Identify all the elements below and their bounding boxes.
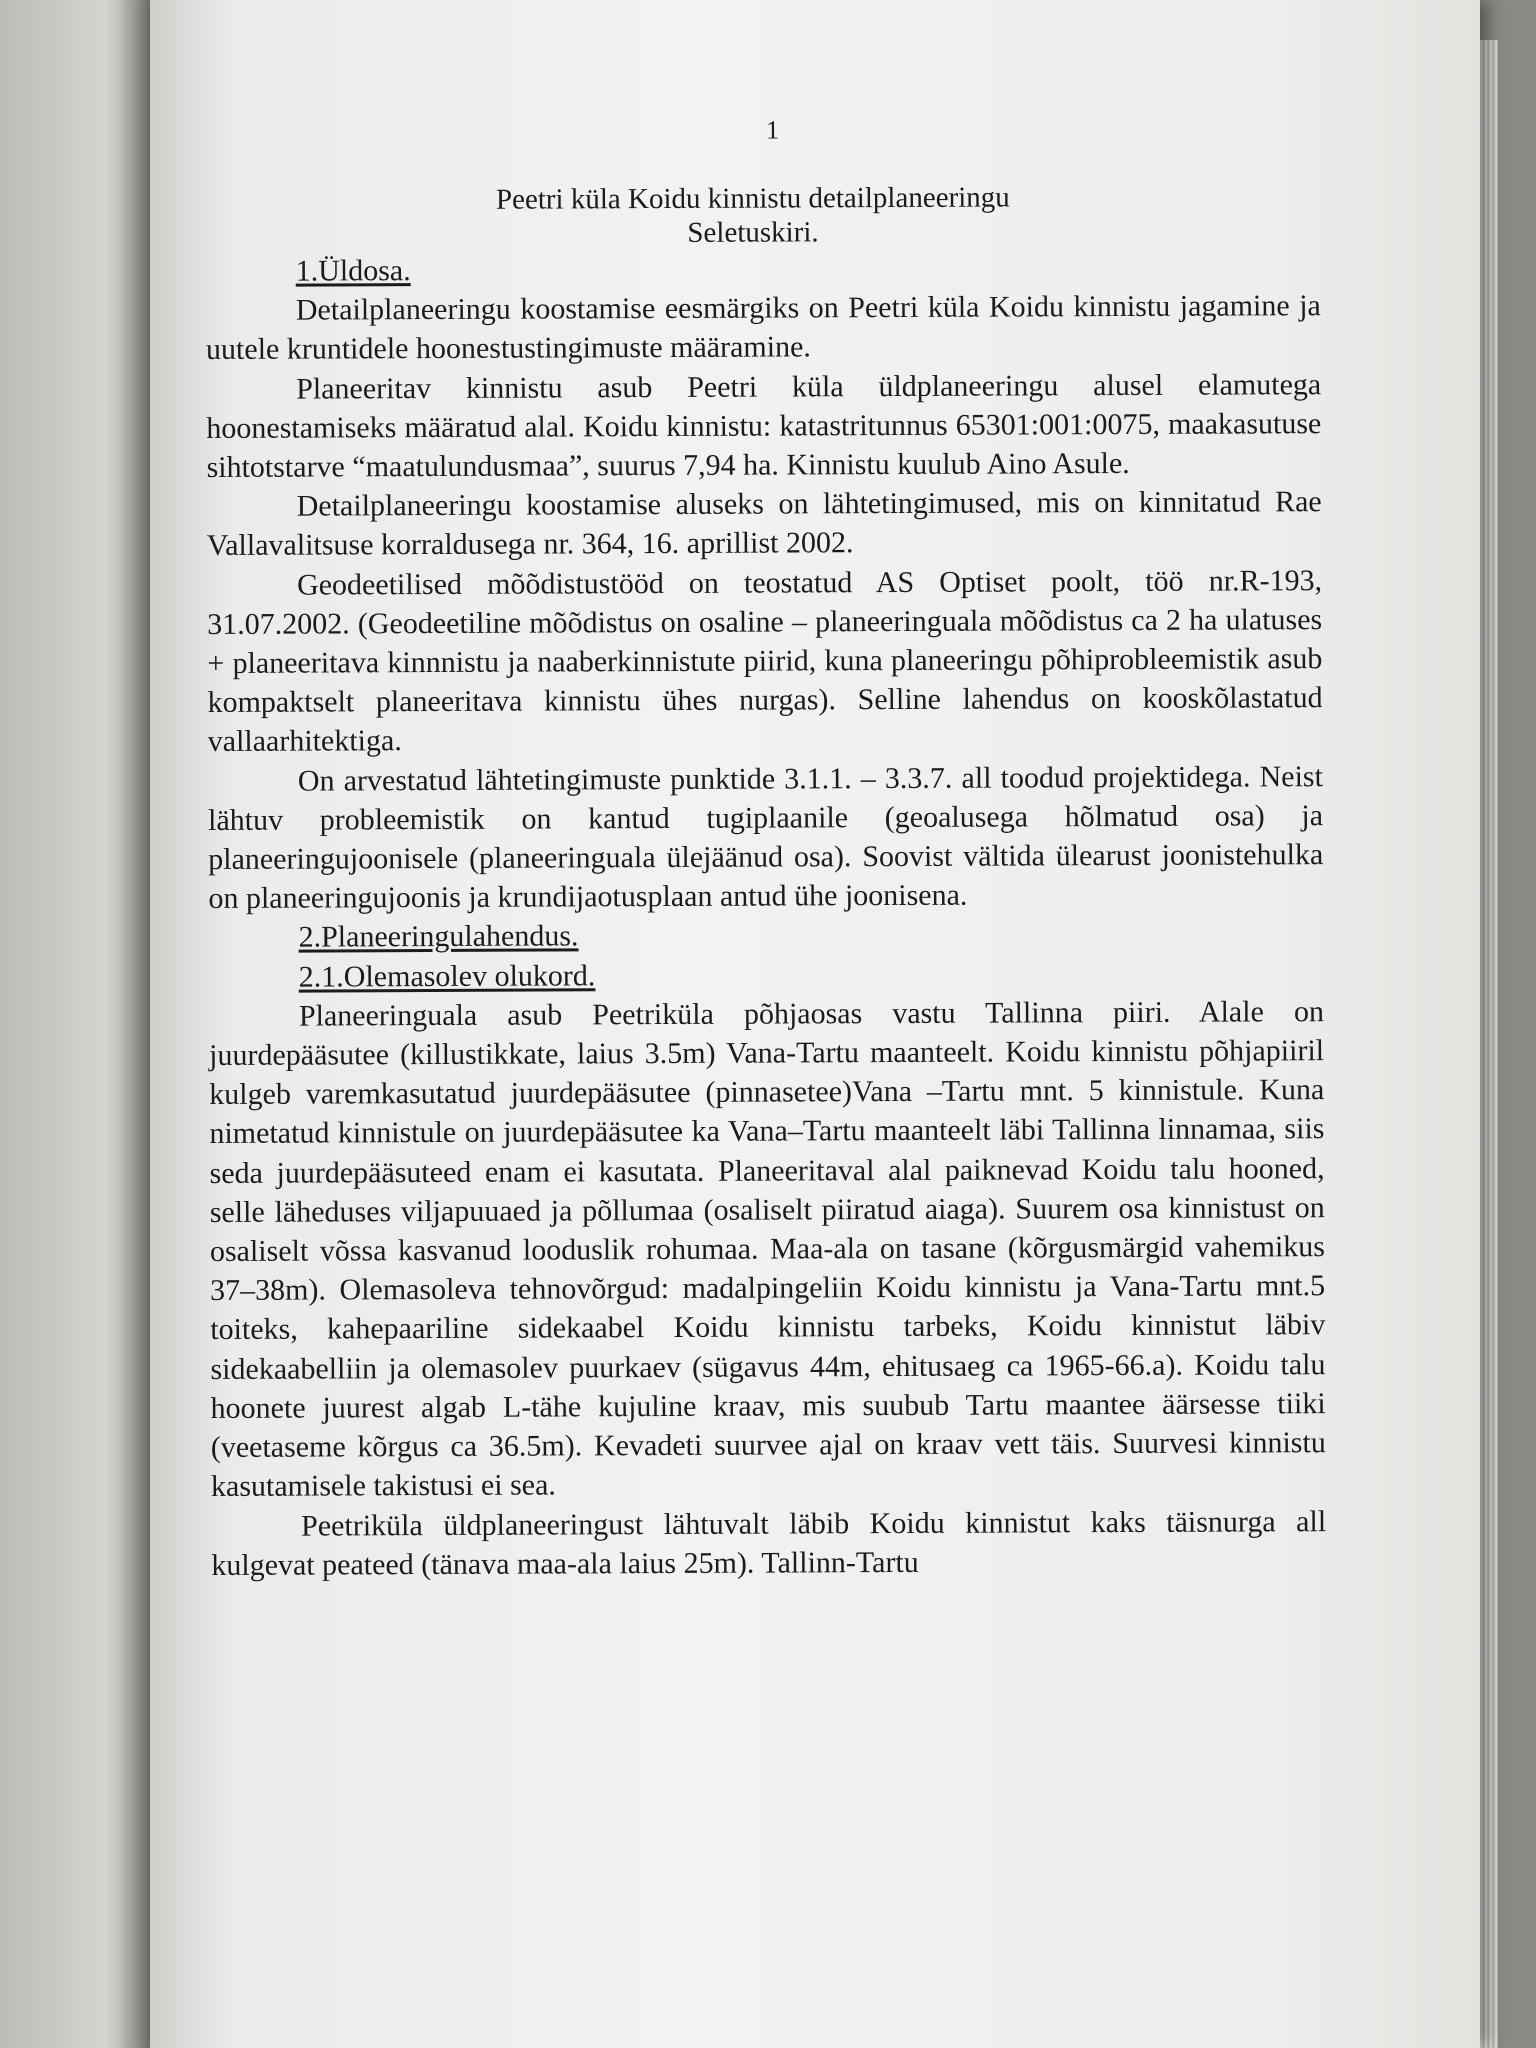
paragraph: Detailplaneeringu koostamise aluseks on lähtetingimused, mis on kinnitatud Rae Vallavalitsuse korraldusega nr. 364, 16. aprillist 2002. [206,485,1322,563]
paragraph: Planeeritav kinnistu asub Peetri küla üldplaneeringu alusel elamutega hoonestamiseks määratud alal. Koidu kinnistu: katastritunnus 65301:001:0075, maakasutuse sihtotstarve “maatulundusmaa”, suurus 7,94 ha. Kinnistu kuulub Aino Asule. [206,367,1322,485]
page-stack-edge [1480,40,1498,2048]
page-content [205,113,1326,1585]
paragraph: Peetriküla üldplaneeringust lähtuvalt läbib Koidu kinnistut kaks täisnurga all kulgevat peateed (tänava maa-ala laius 25m). Tallinn-Tartu [211,1504,1327,1582]
page-number: 1 [765,115,780,145]
section-heading-general: 1.Üldosa. [295,254,411,288]
paragraph: On arvestatud lähtetingimuste punktide 3.1.1. – 3.3.7. all toodud projektidega. Neist lähtuv probleemistik on kantud tugiplaanile (geoalusega hõlmatud osa) ja planeeringujoonisele (planeeringuala ülejäänud osa). Soovist vältida ülearust joonistehulka on planeeringujoonis ja krundijaotusplaan antud ühe joonisena. [207,759,1324,916]
paragraph: Geodeetilised mõõdistustööd on teostatud AS Optiset poolt, töö nr.R-193, 31.07.2002. (Geodeetiline mõõdistus on osaline – planeeringuala mõõdistus ca 2 ha ulatuses + planeeritava kinnnistu ja naaberkinnistute piirid, kuna planeeringu põhiprobleemistik asub kompaktselt planeeritava kinnistu ühes nurgas). Selline lahendus on kooskõlastatud vallaarhitektiga. [207,563,1323,759]
section-heading-current-state: 2.1.Olemasolev olukord. [298,958,596,994]
title-line-2: Seletuskiri. [687,216,819,249]
title-line-1: Peetri küla Koidu kinnistu detailplaneeringu [495,181,1010,216]
document-body [206,247,1327,1585]
paragraph: Planeeringuala asub Peetriküla põhjaosas vastu Tallinna piiri. Alale on juurdepääsutee (killustikkate, laius 3.5m) Vana-Tartu maanteelt. Koidu kinnistu põhjapiiril kulgeb varemkasutatud juurdepääsutee (pinnasetee)Vana –Tartu mnt. 5 kinnistule. Kuna nimetatud kinnistule on juurdepääsutee ka Vana–Tartu maanteelt läbi Tallinna linnamaa, siis seda juurdepääsuteed enam ei kasutata. Planeeritaval alal paiknevad Koidu talu hooned, selle läheduses viljapuuaed ja põllumaa (osaliselt piiratud aiaga). Suurem osa kinnistust on osaliselt võssa kasvanud looduslik rohumaa. Maa-ala on tasane (kõrgusmärgid vahemikus 37–38m). Olemasoleva tehnovõrgud: madalpingeliin Koidu kinnistu ja Vana-Tartu mnt.5 toiteks, kahepaariline sidekaabel Koidu kinnistu tarbeks, Koidu kinnistut läbiv sidekaabelliin ja olemasolev puurkaev (sügavus 44m, ehitusaeg ca 1965-66.a). Koidu talu hoonete juurest algab L-tähe kujuline kraav, mis suubub Tartu maantee äärsesse tiiki (veetaseme kõrgus ca 36.5m). Kevadeti suurvee ajal on kraav vett täis. Suurvesi kinnistu kasutamisele takistusi ei sea. [209,994,1326,1504]
document-title [205,179,1320,252]
section-heading-solution: 2.Planeeringulahendus. [298,919,579,955]
paragraph: Detailplaneeringu koostamise eesmärgiks on Peetri küla Koidu kinnistu jagamine ja uutele kruntidele hoonestustingimuste määramine. [205,289,1321,367]
